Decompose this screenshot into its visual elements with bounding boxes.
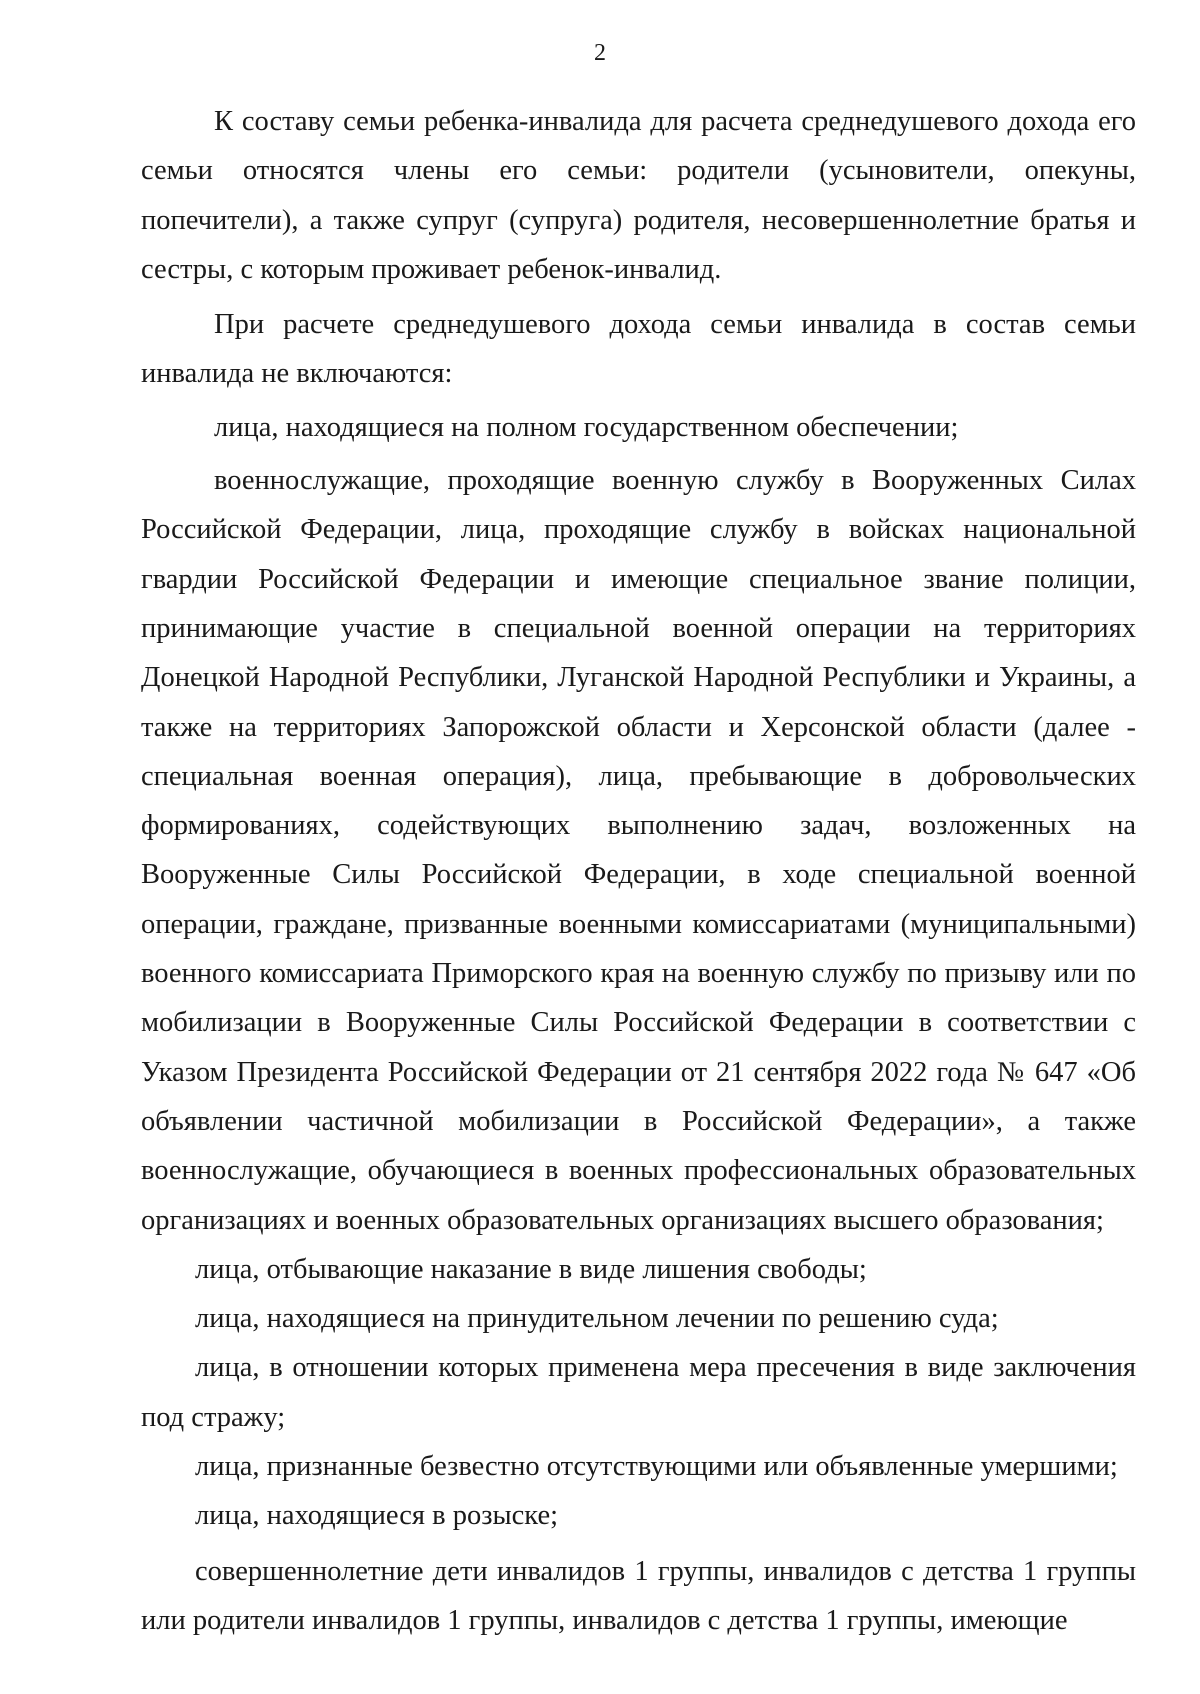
paragraph-exclusions-intro: При расчете среднедушевого дохода семьи инвалида в состав семьи инвалида не включаются: [141, 309, 1136, 390]
paragraph-imprisoned: лица, отбывающие наказание в виде лишения свободы; [195, 1253, 867, 1285]
paragraph-state-support: лица, находящиеся на полном государственном обеспечении; [214, 411, 959, 443]
page-number: 2 [594, 40, 606, 66]
paragraph-compulsory-treatment: лица, находящиеся на принудительном лечении по решению суда; [195, 1303, 999, 1335]
paragraph-adult-children: совершеннолетние дети инвалидов 1 группы, инвалидов с детства 1 группы или родители инвалидов 1 группы, инвалидов с детства 1 группы, имеющие [141, 1555, 1136, 1636]
paragraph-missing-or-deceased: лица, признанные безвестно отсутствующими или объявленные умершими; [195, 1451, 1118, 1483]
paragraph-wanted: лица, находящиеся в розыске; [195, 1500, 559, 1532]
document-body [141, 97, 1136, 1645]
paragraph-military-personnel: военнослужащие, проходящие военную службу в Вооруженных Силах Российской Федерации, лица, проходящие службу в войсках национальной гвардии Российской Федерации и имеющие специальное звание полиции, принимающие участие в специальной военной операции на территориях Донецкой Народной Республики, Луганской Народной Республики и Украины, а также на территориях Запорожской области и Херсонской области (далее - специальная военная операция), лица, пребывающие в добровольческих формированиях, содействующих выполнению задач, возложенных на Вооруженные Силы Российской Федерации, в ходе специальной военной операции, граждане, призванные военными комиссариатами (муниципальными) военного комиссариата Приморского края на военную службу по призыву или по мобилизации в Вооруженные Силы Российской Федерации в соответствии с Указом Президента Российской Федерации от 21 сентября 2022 года № 647 «Об объявлении частичной мобилизации в Российской Федерации», а также военнослужащие, обучающиеся в военных профессиональных образовательных организациях и военных образовательных организациях высшего образования; [141, 465, 1136, 1236]
paragraph-custody: лица, в отношении которых применена мера пресечения в виде заключения под стражу; [141, 1352, 1136, 1433]
paragraph-family-composition: К составу семьи ребенка-инвалида для расчета среднедушевого дохода его семьи относятся члены его семьи: родители (усыновители, опекуны, попечители), а также супруг (супруга) родителя, несовершеннолетние братья и сестры, с которым проживает ребенок-инвалид. [141, 106, 1136, 285]
